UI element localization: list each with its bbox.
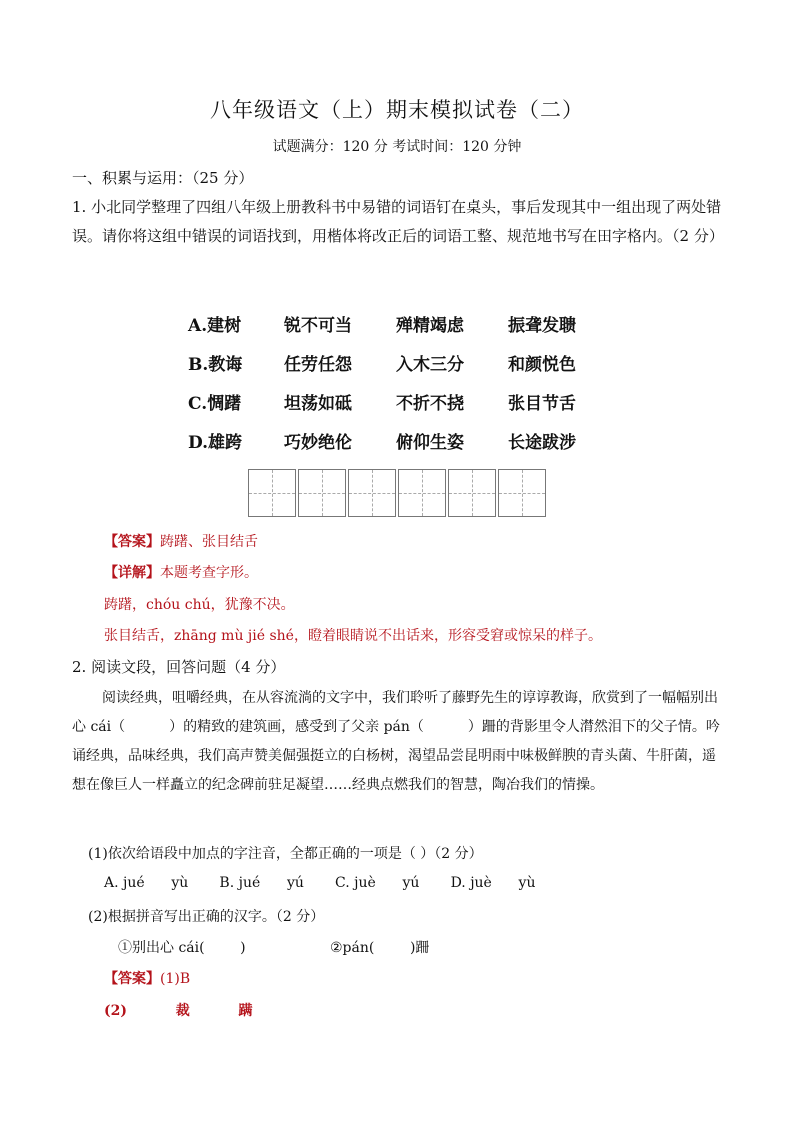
q2-answer-line [104, 968, 190, 988]
answer-text: 踌躇、张目结舌 [160, 534, 258, 550]
option-word: 巧妙绝伦 [284, 433, 352, 453]
tianzige-grid [248, 469, 548, 517]
passage-part-c: ）跚的背影里令人潸然泪下的父子情。吟诵经典，品味经典，我们高声赞美倔强挺立的白杨树，渴望品尝昆明雨中味极鲜腴的青头菌、牛肝菌，遥想在像巨人一样矗立的纪念碑前驻足凝望……经典点燃我们的智慧，陶冶我们的情操。 [72, 719, 720, 793]
option-word: 振聋发聩 [508, 316, 576, 336]
option-key: D.雄跨 [188, 433, 243, 453]
answer-label: 【答案】 [104, 534, 160, 550]
option-row-d [188, 421, 620, 460]
option-key: A.建树 [188, 316, 242, 336]
sub-question-1: (1)依次给语段中加点的字注音，全都正确的一项是（ ）（2 分） [88, 846, 483, 862]
option-key: C.惆躇 [188, 394, 242, 414]
sub-question-2: (2)根据拼音写出正确的汉字。（2 分） [88, 909, 325, 925]
explanation-1: 踌躇，chóu chú，犹豫不决。 [104, 597, 295, 613]
answer-label: 【答案】 [104, 971, 160, 987]
reading-passage [72, 684, 722, 800]
option-word: 不折不挠 [396, 394, 464, 414]
answer-line [104, 531, 258, 551]
option-row-b [188, 343, 620, 382]
page-title: 八年级语文（上）期末模拟试卷（二） [210, 98, 584, 122]
grid-cell[interactable] [398, 469, 446, 517]
option-row-c [188, 382, 620, 421]
grid-cell[interactable] [498, 469, 546, 517]
option-row-a [188, 304, 620, 343]
passage-part-a: 阅读经典，咀嚼经典，在从容流淌的文字中，我们聆听了藤野先生的谆谆教诲，欣赏到了一幅幅别出心 cái（ [72, 690, 718, 735]
option-word: 殚精竭虑 [396, 316, 464, 336]
fill-blank-2: ②pán( )跚 [330, 940, 430, 956]
option-word: 锐不可当 [284, 316, 352, 336]
detail-text: 本题考查字形。 [160, 565, 258, 581]
option-word: 张目节舌 [508, 394, 576, 414]
section-heading: 一、积累与运用：（25 分） [72, 169, 254, 187]
grid-cell[interactable] [248, 469, 296, 517]
question-2-heading: 2. 阅读文段，回答问题（4 分） [72, 658, 286, 676]
exam-meta: 试题满分：120 分 考试时间：120 分钟 [272, 139, 522, 155]
option-key: B.教诲 [188, 355, 243, 375]
option-word: 俯仰生姿 [396, 433, 464, 453]
option-word: 长途跋涉 [508, 433, 576, 453]
grid-cell[interactable] [298, 469, 346, 517]
question-1-text: 1. 小北同学整理了四组八年级上册教科书中易错的词语钉在桌头，事后发现其中一组出现了两处错误。请你将这组中错误的词语找到，用楷体将改正后的词语工整、规范地书写在田字格内。（2 分） [72, 198, 724, 245]
grid-cell[interactable] [448, 469, 496, 517]
option-word: 坦荡如砥 [284, 394, 352, 414]
explanation-2: 张目结舌，zhāng mù jié shé，瞪着眼睛说不出话来，形容受窘或惊呆的样子。 [104, 628, 602, 644]
word-options [188, 304, 620, 460]
grid-cell[interactable] [348, 469, 396, 517]
answer-text: (1)B [160, 971, 191, 987]
choice-options: A. jué yù B. jué yú C. juè yú D. juè yù [104, 875, 536, 891]
detail-line [104, 562, 258, 582]
option-word: 任劳任怨 [284, 355, 352, 375]
option-word: 和颜悦色 [508, 355, 576, 375]
fill-blank-1: ①别出心 cái( ) [118, 940, 246, 956]
q2-answer-2: (2) 裁 蹒 [104, 1003, 253, 1019]
option-word: 入木三分 [396, 355, 464, 375]
passage-part-b: ）的精致的建筑画，感受到了父亲 pán（ [169, 719, 424, 735]
detail-label: 【详解】 [104, 565, 160, 581]
